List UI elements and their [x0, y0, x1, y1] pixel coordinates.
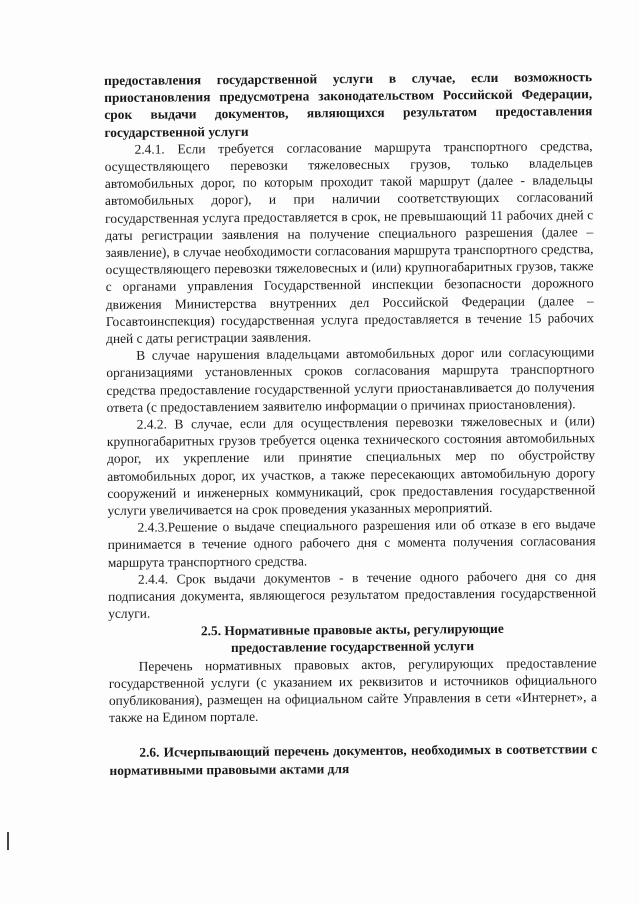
document-body — [104, 68, 598, 779]
paragraph-2-5: Перечень нормативных правовых актов, регулирующих предоставление государственной услуги (с указанием их реквизитов и источников официального опубликования), размещен на официальном сайте Управления в сети «Интернет», а также на Едином портале. — [108, 654, 597, 726]
scan-edge-mark — [7, 832, 9, 850]
intro-heading: предоставления государственной услуги в случае, если возможность приостановления предусмотрена законодательством Российской Федерации, срок выдачи документов, являющихся результатом предоставления государственной услуги — [104, 69, 593, 140]
paragraph-2-4-4: 2.4.4. Срок выдачи документов - в течение одного рабочего дня со дня подписания документа, являющегося результатом предоставления государственной услуги. — [108, 568, 597, 622]
section-2-6-heading: 2.6. Исчерпывающий перечень документов, необходимых в соответствии с нормативными правовыми актами для — [109, 741, 598, 778]
paragraph-2-4-2: 2.4.2. В случае, если для осуществления перевозки тяжеловесных и (или) крупногабаритных грузов требуется оценка технического состояния автомобильных дорог, их укрепление или принятие специальных мер по обустройству автомобильных дорог, их участков, а также пересекающих автомобильную дорогу сооружений и инженерных коммуникаций, срок предоставления государственной услуги увеличивается на срок проведения указанных мероприятий. — [106, 413, 596, 519]
section-2-5-title-line1: 2.5. Нормативные правовые акты, регулирующие — [200, 620, 504, 638]
paragraph-2-4-3: 2.4.3.Решение о выдаче специального разрешения или об отказе в его выдаче принимается в течение одного рабочего дня с момента получения согласования маршрута транспортного средства. — [107, 516, 596, 570]
section-2-5-title-line2: предоставление государственной услуги — [230, 638, 475, 656]
paragraph-suspension: В случае нарушения владельцами автомобильных дорог или согласующими организациями установленных сроков согласования маршрута транспортного средства предоставление государственной услуги приостанавливается до получения ответа (с предоставлением заявителю информации о причинах приостановления). — [106, 344, 595, 415]
paragraph-2-4-1: 2.4.1. Если требуется согласование маршрута транспортного средства, осуществляющего перевозки тяжеловесных грузов, только владельцев автомобильных дорог, по которым проходит такой маршрут (далее - владельцы автомобильных дорог), и при наличии соответствующих согласований государственная услуга предоставляется в срок, не превышающий 11 рабочих дней с даты регистрации заявления на получение специального разрешения (далее – заявление), в случае необходимости согласования маршрута транспортного средства, осуществляющего перевозки тяжеловесных и (или) крупногабаритных грузов, также с органами управления Государственной инспекции безопасности дорожного движения Министерства внутренних дел Российской Федерации (далее – Госавтоинспекция) государственная услуга предоставляется в течение 15 рабочих дней с даты регистрации заявления. — [104, 137, 595, 347]
